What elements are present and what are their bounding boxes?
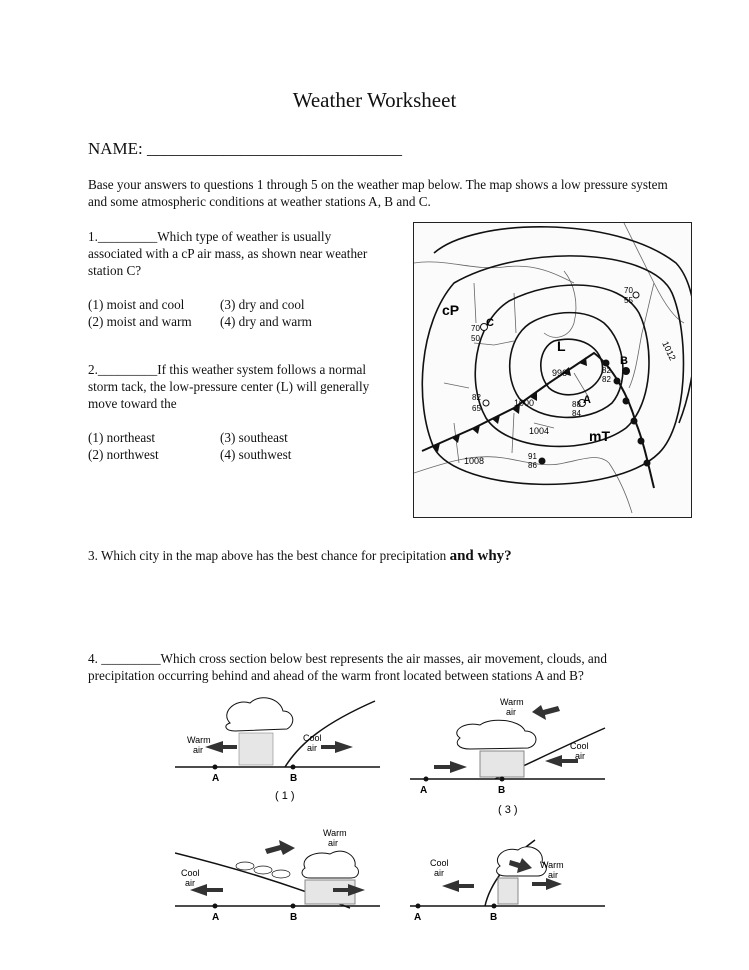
svg-text:A: A (212, 773, 220, 784)
svg-text:C: C (486, 317, 494, 329)
q1-option: (3) dry and cool (220, 297, 305, 312)
svg-text:Warm: Warm (540, 860, 564, 870)
question-1-options (88, 296, 388, 330)
svg-text:91: 91 (528, 452, 537, 461)
isobar-label-1000: 1000 (514, 398, 535, 408)
weather-map-drawing (414, 223, 691, 517)
q2-option: (2) northwest (88, 447, 159, 462)
svg-text:82: 82 (472, 393, 481, 402)
svg-text:( 1 ): ( 1 ) (275, 790, 295, 802)
station-other (472, 393, 489, 413)
svg-text:air: air (575, 751, 586, 761)
question-3 (88, 547, 688, 565)
svg-text:65: 65 (472, 404, 481, 413)
cross-section-3 (410, 693, 610, 833)
question-2-options (88, 429, 378, 463)
station-other (624, 286, 639, 305)
isobar-label-1008: 1008 (464, 456, 485, 466)
svg-text:( 3 ): ( 3 ) (498, 804, 518, 816)
question-3-text: 3. Which city in the map above has the best chance for precipitation (88, 548, 450, 563)
svg-text:70: 70 (624, 286, 633, 295)
svg-text:88: 88 (572, 400, 581, 409)
page-title: Weather Worksheet (292, 88, 457, 112)
svg-text:B: B (290, 912, 298, 923)
cross-section-4 (410, 828, 610, 933)
question-4-text: 4. _________Which cross section below best represents the air masses, air movement, clouds, and precipitation occurring behind and ahead of the warm front located between stations A and B? (88, 651, 607, 683)
q2-option: (1) northeast (88, 430, 156, 445)
weather-map (413, 222, 692, 518)
q1-option: (4) dry and warm (220, 314, 312, 329)
svg-text:50: 50 (471, 334, 480, 343)
name-line: NAME: ______________________________ (88, 139, 403, 158)
low-pressure-center: L (557, 338, 566, 354)
svg-text:air: air (434, 868, 445, 878)
isobar-label-1012: 1012 (660, 339, 678, 362)
svg-text:Cool: Cool (570, 741, 589, 751)
svg-text:84: 84 (572, 409, 581, 418)
isobar-label-996: 996 (552, 368, 568, 378)
air-mass-cp: cP (442, 302, 460, 318)
intro-text: Base your answers to questions 1 through 5 on the weather map below. The map shows a low pressure system and some atmospheric conditions at weather stations A, B and C. (88, 177, 668, 209)
svg-text:A: A (583, 394, 591, 406)
svg-text:B: B (290, 773, 298, 784)
svg-text:Warm: Warm (187, 735, 211, 745)
svg-text:86: 86 (528, 461, 537, 470)
isobar-label-1004: 1004 (529, 426, 550, 436)
air-mass-mt: mT (589, 428, 610, 444)
svg-text:air: air (193, 745, 204, 755)
question-1-text: 1._________Which type of weather is usually associated with a cP air mass, as shown near weather station C? (88, 229, 368, 278)
svg-text:A: A (212, 912, 220, 923)
svg-text:82: 82 (602, 366, 611, 375)
cross-section-2 (175, 828, 385, 933)
question-2 (88, 361, 378, 463)
svg-text:A: A (420, 785, 428, 796)
svg-text:Cool: Cool (181, 868, 200, 878)
svg-text:air: air (307, 743, 318, 753)
svg-text:air: air (548, 870, 559, 880)
svg-text:B: B (498, 785, 506, 796)
svg-text:Cool: Cool (303, 733, 322, 743)
coastlines (414, 223, 684, 513)
svg-text:air: air (506, 707, 517, 717)
svg-text:air: air (185, 878, 196, 888)
question-1 (88, 228, 388, 330)
question-4 (88, 650, 663, 684)
svg-text:82: 82 (602, 375, 611, 384)
svg-text:Warm: Warm (323, 828, 347, 838)
svg-text:A: A (414, 912, 422, 923)
svg-text:Cool: Cool (430, 858, 449, 868)
cross-section-1 (175, 693, 385, 818)
q2-option: (4) southwest (220, 447, 292, 462)
q1-option: (2) moist and warm (88, 314, 192, 329)
svg-text:70: 70 (471, 324, 480, 333)
q1-option: (1) moist and cool (88, 297, 185, 312)
svg-text:air: air (328, 838, 339, 848)
svg-text:Warm: Warm (500, 697, 524, 707)
question-2-text: 2._________If this weather system follows a normal storm tack, the low-pressure center (L) will generally move toward the (88, 362, 370, 411)
q2-option: (3) southeast (220, 430, 288, 445)
svg-text:B: B (620, 355, 628, 367)
station-other (528, 452, 546, 470)
svg-text:B: B (490, 912, 498, 923)
svg-text:55: 55 (624, 296, 633, 305)
station-c (471, 317, 494, 343)
question-3-emphasis: and why? (449, 548, 512, 564)
